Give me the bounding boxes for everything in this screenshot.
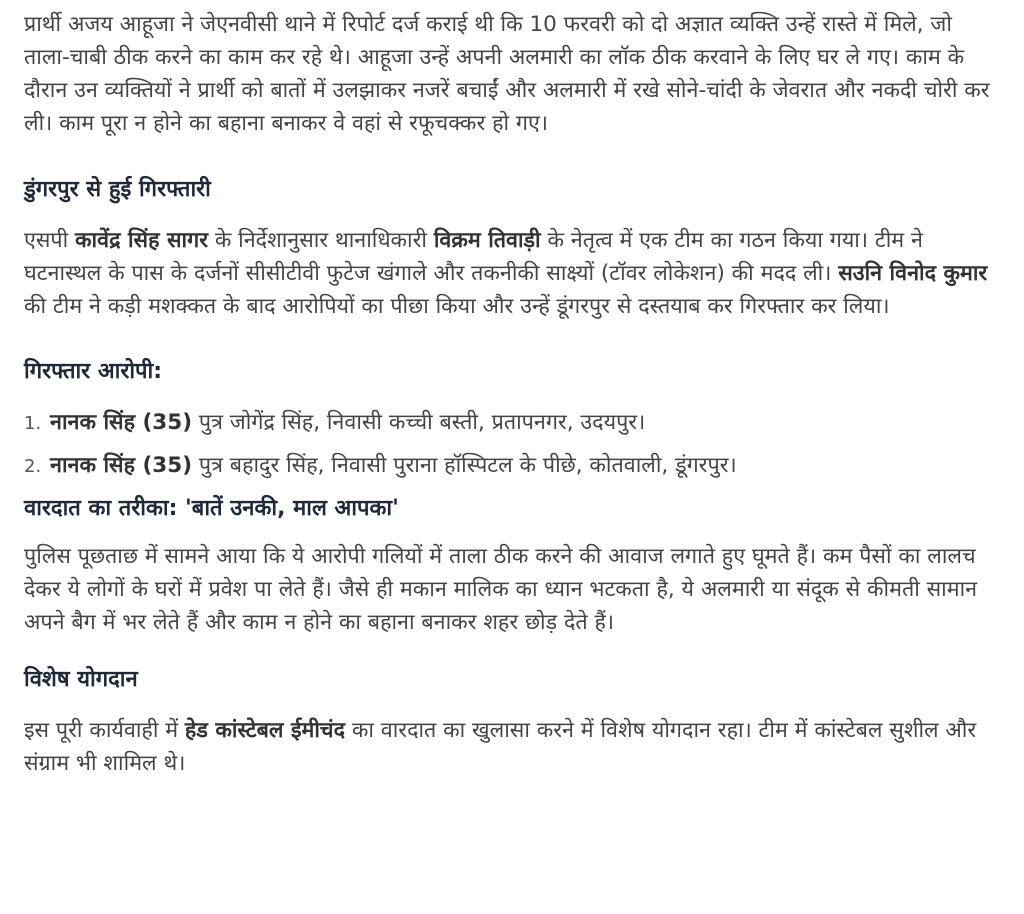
list-item	[24, 406, 1000, 440]
sp-name: कावेंद्र सिंह सागर	[75, 228, 208, 253]
arrest-text-1: एसपी	[24, 228, 76, 253]
accused-details: पुत्र बहादुर सिंह, निवासी पुराना हॉस्पिटल के पीछे, कोतवाली, डूंगरपुर।	[192, 453, 737, 478]
arrest-heading: डुंगरपुर से हुई गिरफ्तारी	[24, 177, 211, 202]
asi-name: सउनि विनोद कुमार	[838, 261, 988, 286]
accused-list	[24, 406, 1000, 483]
intro-paragraph: प्रार्थी अजय आहूजा ने जेएनवीसी थाने में रिपोर्ट दर्ज कराई थी कि 10 फरवरी को दो अज्ञात व्यक्ति उन्हें रास्ते में मिले, जो ताला-चाबी ठीक करने का काम कर रहे थे। आहूजा उन्हें अपनी अलमारी का लॉक ठीक करवाने के लिए घर ले गए। काम के दौरान उन व्यक्तियों ने प्रार्थी को बातों में उलझाकर नजरें बचाईं और अलमारी में रखे सोने-चांदी के जेवरात और नकदी चोरी कर ली। काम पूरा न होने का बहाना बनाकर वे वहां से रफूचक्कर हो गए।	[24, 12, 990, 136]
arrest-paragraph	[24, 224, 1000, 323]
arrest-text-2: के निर्देशानुसार थानाधिकारी	[208, 228, 434, 253]
accused-name: नानक सिंह (35)	[50, 410, 193, 435]
list-item	[24, 449, 1000, 483]
accused-name: नानक सिंह (35)	[50, 453, 193, 478]
contribution-text-2: का वारदात का खुलासा करने में विशेष योगदान रहा। टीम में कांस्टेबल सुशील और संग्राम भी शामिल थे।	[24, 718, 977, 776]
head-constable-name: हेड कांस्टेबल ईमीचंद	[184, 718, 345, 743]
contribution-paragraph	[24, 714, 1000, 780]
method-heading: वारदात का तरीका: 'बातें उनकी, माल आपका'	[24, 496, 399, 521]
contribution-text-1: इस पूरी कार्यवाही में	[24, 718, 185, 743]
accused-heading: गिरफ्तार आरोपी:	[24, 359, 163, 384]
arrest-text-4: की टीम ने कड़ी मशक्कत के बाद आरोपियों का पीछा किया और उन्हें डूंगरपुर से दस्तयाब कर गिरफ्तार कर लिया।	[24, 294, 890, 319]
list-item-number: 1.	[24, 413, 42, 434]
method-paragraph: पुलिस पूछताछ में सामने आया कि ये आरोपी गलियों में ताला ठीक करने की आवाज लगाते हुए घूमते हैं। कम पैसों का लालच देकर ये लोगों के घरों में प्रवेश पा लेते हैं। जैसे ही मकान मालिक का ध्यान भटकता है, ये अलमारी या संदूक से कीमती सामान अपने बैग में भर लेते हैं और काम न होने का बहाना बनाकर शहर छोड़ देते हैं।	[24, 544, 978, 635]
arrest-text-3: के नेतृत्व में एक टीम का गठन किया गया। टीम ने घटनास्थल के पास के दर्जनों सीसीटीवी फुटेज खंगाले और तकनीकी साक्ष्यों (टॉवर लोकेशन) की मदद ली।	[24, 228, 923, 286]
accused-details: पुत्र जोगेंद्र सिंह, निवासी कच्ची बस्ती, प्रतापनगर, उदयपुर।	[192, 410, 646, 435]
sho-name: विक्रम तिवाड़ी	[433, 228, 541, 253]
contribution-heading: विशेष योगदान	[24, 667, 138, 692]
list-item-number: 2.	[24, 456, 42, 477]
